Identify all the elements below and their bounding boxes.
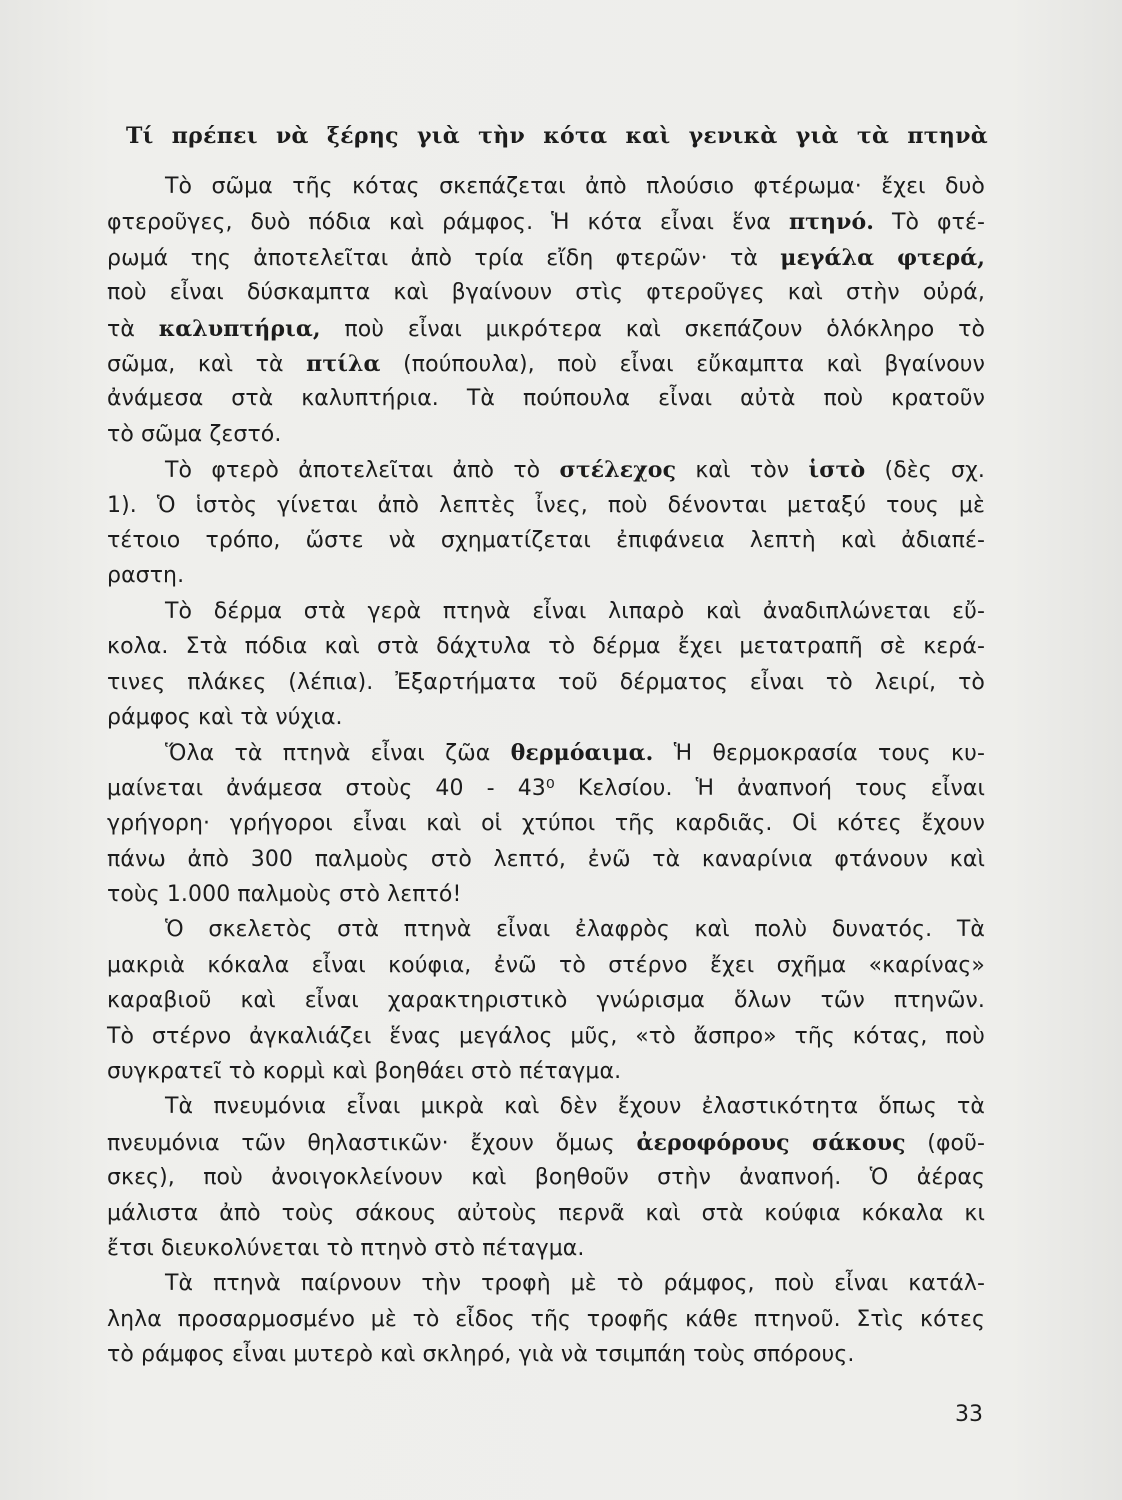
- text-line: [107, 668, 985, 698]
- text-line: [107, 1128, 985, 1159]
- text-line: [107, 1199, 985, 1229]
- bold-term: θερμόαιμα.: [510, 740, 654, 767]
- text-run: Τὸ δέρμα στὰ γερὰ πτηνὰ εἶναι λιπαρὸ καὶ ἀναδιπλώνεται εὔ-: [165, 598, 985, 624]
- text-line: [165, 172, 985, 202]
- text-line: [165, 455, 985, 486]
- text-run: 1). Ὁ ἱστὸς γίνεται ἀπὸ λεπτὲς ἶνες, ποὺ δένονται μεταξύ τους μὲ: [107, 492, 985, 518]
- text-run: μάλιστα ἀπὸ τοὺς σάκους αὐτοὺς περνᾶ καὶ στὰ κούφια κόκαλα κι: [107, 1200, 985, 1226]
- text-line: [107, 491, 985, 521]
- bold-term: ἱστὸ: [808, 457, 866, 484]
- text-line: [107, 703, 985, 733]
- text-line: [107, 951, 985, 981]
- text-line: [107, 845, 985, 875]
- text-line: [107, 314, 985, 345]
- text-run: μαίνεται ἀνάμεσα στοὺς 40 - 43⁰ Κελσίου. Ἡ ἀναπνοή τους εἶναι: [107, 775, 985, 801]
- text-run: τινες πλάκες (λέπια). Ἐξαρτήματα τοῦ δέρματος εἶναι τὸ λειρί, τὸ: [107, 669, 985, 695]
- text-run: συγκρατεῖ τὸ κορμὶ καὶ βοηθάει στὸ πέταγμα.: [107, 1059, 622, 1084]
- text-run: Ὅλα τὰ πτηνὰ εἶναι ζῶα: [165, 741, 511, 767]
- text-line: [107, 1340, 985, 1370]
- text-line: [165, 1269, 985, 1299]
- text-line: [107, 986, 985, 1016]
- text-run: τὰ: [107, 316, 159, 342]
- page-number: 33: [955, 1402, 983, 1427]
- text-run: ἀνάμεσα στὰ καλυπτήρια. Τὰ πούπουλα εἶναι αὐτὰ ποὺ κρατοῦν: [107, 386, 985, 412]
- text-run: (φοῦ-: [905, 1130, 985, 1156]
- text-line: [107, 1234, 985, 1264]
- page-heading: Τί πρέπει νὰ ξέρης γιὰ τὴν κότα καὶ γενικὰ γιὰ τὰ πτηνὰ: [126, 123, 988, 149]
- text-run: ποὺ εἶναι δύσκαμπτα καὶ βγαίνουν στὶς φτεροῦγες καὶ στὴν οὐρά,: [107, 280, 985, 306]
- text-run: τὸ ράμφος εἶναι μυτερὸ καὶ σκληρό, γιὰ νὰ τσιμπάη τοὺς σπόρους.: [107, 1342, 855, 1368]
- text-line: [165, 597, 985, 627]
- text-line: [107, 278, 985, 308]
- text-run: τέτοιο τρόπο, ὥστε νὰ σχηματίζεται ἐπιφάνεια λεπτὴ καὶ ἀδιαπέ-: [107, 528, 985, 553]
- text-run: Ἡ θερμοκρασία τους κυ-: [653, 741, 985, 767]
- text-line: [107, 526, 985, 556]
- text-run: ρωμά της ἀποτελεῖται ἀπὸ τρία εἴδη φτερῶν· τὰ: [107, 245, 781, 271]
- text-run: ποὺ εἶναι μικρότερα καὶ σκεπάζουν ὁλόκληρο τὸ: [320, 316, 985, 342]
- text-run: σῶμα, καὶ τὰ: [107, 352, 307, 377]
- text-line: [107, 207, 985, 238]
- text-run: φτεροῦγες, δυὸ πόδια καὶ ράμφος. Ἡ κότα εἶναι ἕνα: [107, 210, 789, 236]
- text-line: [107, 1305, 985, 1335]
- bold-term: στέλεχος: [559, 457, 677, 484]
- text-line: [165, 915, 985, 945]
- bold-term: καλυπτήρια,: [158, 315, 321, 342]
- text-line: [107, 1163, 985, 1193]
- text-run: κολα. Στὰ πόδια καὶ στὰ δάχτυλα τὸ δέρμα ἔχει μετατραπῆ σὲ κερά-: [107, 634, 985, 660]
- text-run: πνευμόνια τῶν θηλαστικῶν· ἔχουν ὅμως: [107, 1130, 637, 1156]
- text-line: [107, 561, 985, 591]
- text-run: σκες), ποὺ ἀνοιγοκλείνουν καὶ βοηθοῦν στὴν ἀναπνοή. Ὁ ἀέρας: [107, 1165, 985, 1191]
- text-run: καὶ τὸν: [676, 458, 809, 484]
- bold-term: πτηνό.: [788, 209, 875, 236]
- text-run: ραστη.: [107, 563, 185, 589]
- text-line: [107, 349, 985, 380]
- text-line: [165, 738, 985, 769]
- text-run: ράμφος καὶ τὰ νύχια.: [107, 705, 343, 730]
- text-run: (πούπουλα), ποὺ εἶναι εὔκαμπτα καὶ βγαίνουν: [380, 352, 985, 377]
- text-line: [107, 1057, 985, 1087]
- text-run: Τὰ πτηνὰ παίρνουν τὴν τροφὴ μὲ τὸ ράμφος, ποὺ εἶναι κατάλ-: [165, 1271, 985, 1297]
- text-run: γρήγορη· γρήγοροι εἶναι καὶ οἱ χτύποι τῆς καρδιᾶς. Οἱ κότες ἔχουν: [107, 811, 985, 837]
- text-run: Τὸ φτέ-: [874, 210, 985, 236]
- text-run: (δὲς σχ.: [865, 458, 985, 484]
- text-run: ληλα προσαρμοσμένο μὲ τὸ εἶδος τῆς τροφῆς κάθε πτηνοῦ. Στὶς κότες: [107, 1306, 985, 1332]
- text-line: [107, 809, 985, 839]
- text-line: [107, 774, 985, 804]
- text-run: Τὸ στέρνο ἀγκαλιάζει ἕνας μεγάλος μῦς, «τὸ ἄσπρο» τῆς κότας, ποὺ: [107, 1023, 985, 1049]
- text-run: ἔτσι διευκολύνεται τὸ πτηνὸ στὸ πέταγμα.: [107, 1236, 585, 1261]
- bold-term: μεγάλα φτερά,: [780, 244, 986, 271]
- text-run: Τὰ πνευμόνια εἶναι μικρὰ καὶ δὲν ἔχουν ἐλαστικότητα ὅπως τὰ: [165, 1094, 985, 1120]
- text-line: [107, 243, 985, 274]
- bold-term: ἀεροφόρους σάκους: [636, 1129, 906, 1156]
- text-line: [165, 1092, 985, 1122]
- text-line: [107, 880, 985, 910]
- bold-term: πτίλα: [306, 351, 381, 377]
- text-run: πάνω ἀπὸ 300 παλμοὺς στὸ λεπτό, ἐνῶ τὰ καναρίνια φτάνουν καὶ: [107, 846, 985, 872]
- text-run: μακριὰ κόκαλα εἶναι κούφια, ἐνῶ τὸ στέρνο ἔχει σχῆμα «καρίνας»: [107, 952, 985, 978]
- text-line: [107, 420, 985, 450]
- text-line: [107, 1022, 985, 1052]
- text-line: [107, 632, 985, 662]
- text-run: Τὸ φτερὸ ἀποτελεῖται ἀπὸ τὸ: [165, 458, 560, 484]
- text-run: τοὺς 1.000 παλμοὺς στὸ λεπτό!: [107, 882, 462, 907]
- text-line: [107, 384, 985, 414]
- text-run: Ὁ σκελετὸς στὰ πτηνὰ εἶναι ἐλαφρὸς καὶ πολὺ δυνατός. Τὰ: [165, 917, 985, 943]
- text-run: καραβιοῦ καὶ εἶναι χαρακτηριστικὸ γνώρισμα ὅλων τῶν πτηνῶν.: [107, 988, 985, 1014]
- text-run: Τὸ σῶμα τῆς κότας σκεπάζεται ἀπὸ πλούσιο φτέρωμα· ἔχει δυὸ: [165, 174, 985, 199]
- text-run: τὸ σῶμα ζεστό.: [107, 421, 282, 447]
